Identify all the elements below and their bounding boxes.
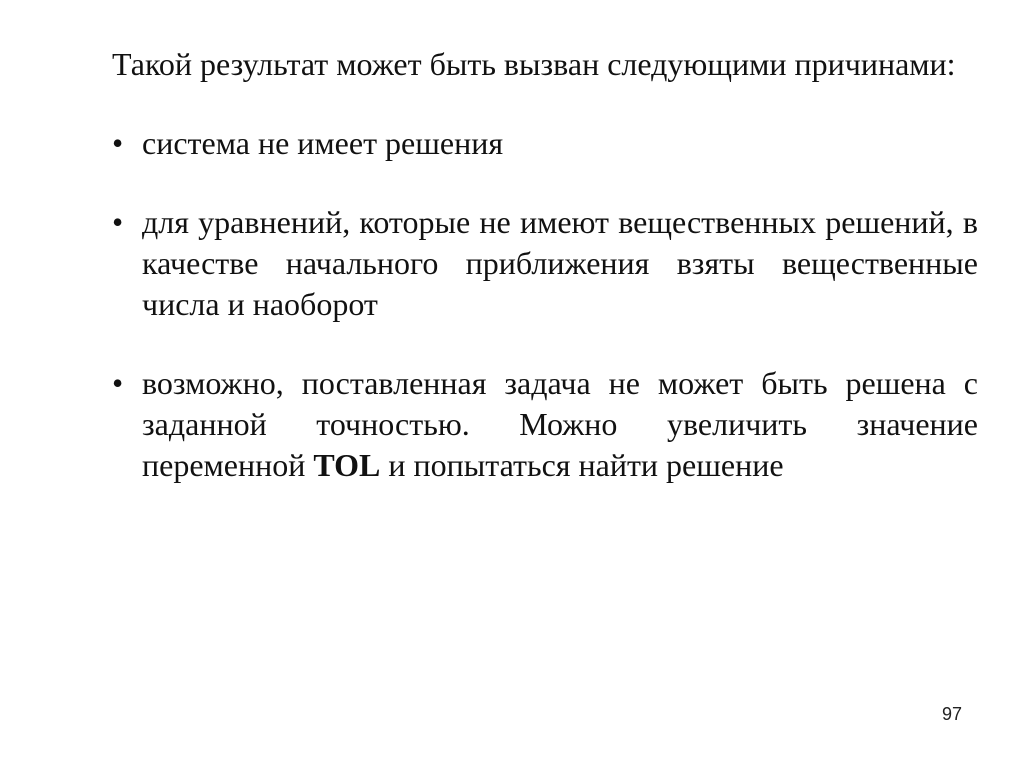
list-item <box>62 363 978 486</box>
list-item <box>62 123 978 164</box>
bullet-icon: • <box>112 365 124 401</box>
intro-paragraph: Такой результат может быть вызван следующими причинами: <box>112 46 956 82</box>
list-item-text: для уравнений, которые не имеют вещественных решений, в качестве начального приближения взяты вещественные числа и наоборот <box>142 204 978 322</box>
tol-term: TOL <box>313 447 381 483</box>
bullet-icon: • <box>112 125 124 161</box>
slide-content <box>62 44 978 524</box>
list-item-text-after: и попытаться найти решение <box>380 447 784 483</box>
list-item <box>62 202 978 325</box>
page-number: 97 <box>941 704 962 724</box>
list-item-text: система не имеет решения <box>142 125 504 161</box>
list-item-text-before: возможно, поставленная задача не может быть решена с заданной точностью. Можно увеличить значение переменной <box>142 365 978 483</box>
bullet-icon: • <box>112 204 124 240</box>
reason-list <box>62 123 978 486</box>
